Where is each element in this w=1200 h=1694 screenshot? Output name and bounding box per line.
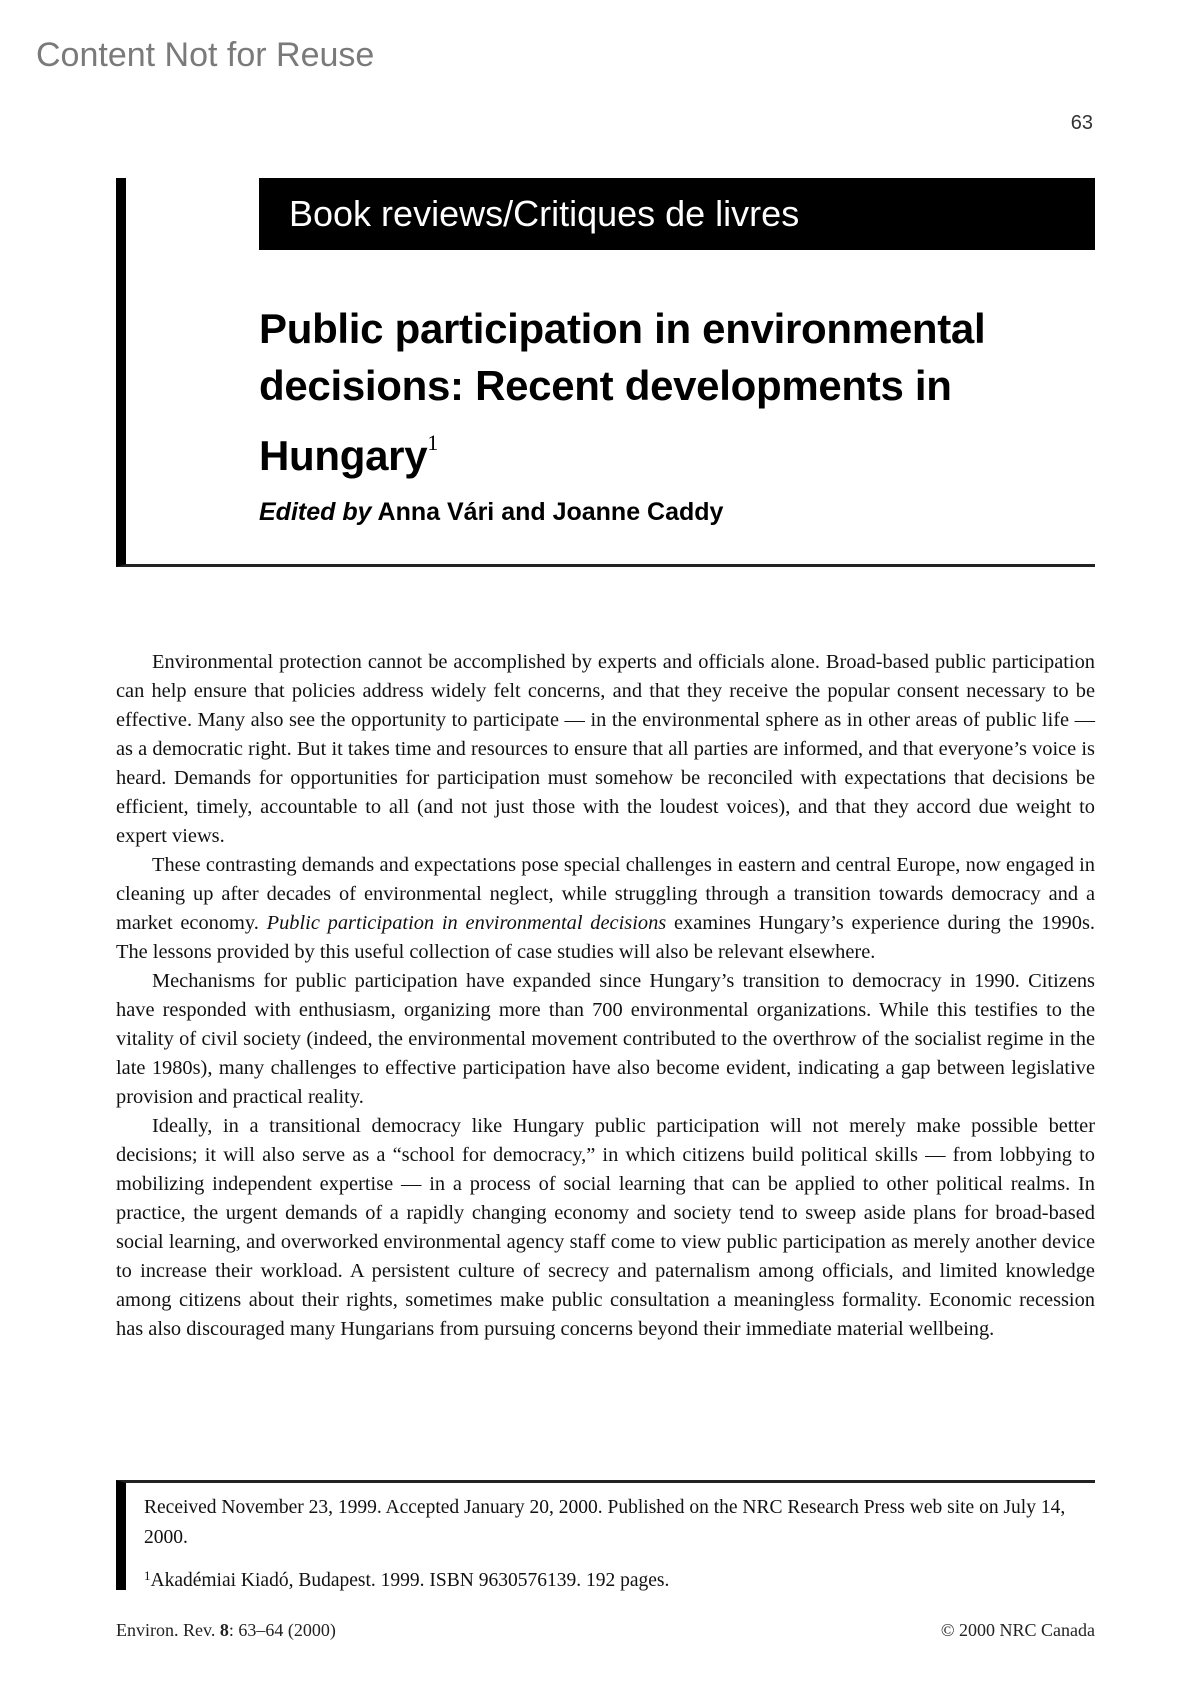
- publication-footnote: [144, 1561, 1095, 1596]
- page-number: 63: [1070, 112, 1093, 134]
- book-title-italic: Public participation in environmental decisions: [266, 912, 667, 934]
- footnote-text: Akadémiai Kiadó, Budapest. 1999. ISBN 9630576139. 192 pages.: [150, 1570, 670, 1591]
- paragraph: [116, 851, 1095, 967]
- footnote-block: [116, 1480, 1095, 1590]
- watermark: Content Not for Reuse: [36, 36, 375, 74]
- paragraph-text: examines Hungary’s experience during the 1990s. The lessons provided by this useful collection of case studies will also be relevant elsewhere.: [116, 912, 1095, 963]
- section-heading: Book reviews/Critiques de livres: [259, 178, 1095, 250]
- paragraph: Ideally, in a transitional democracy like Hungary public participation will not merely make possible better decisions; it will also serve as a “school for democracy,” in which citizens build political skills — from lobbying to mobilizing independent expertise — in a process of social learning that can be applied to other political realms. In practice, the urgent demands of a rapidly changing economy and society tend to sweep aside plans for broad-based social learning, and overworked environmental agency staff come to view public participation as merely another device to increase their workload. A persistent culture of secrecy and paternalism among officials, and limited knowledge among citizens about their rights, sometimes make public consultation a meaningless formality. Economic recession has also discouraged many Hungarians from pursuing concerns beyond their immediate material wellbeing.: [116, 1115, 1095, 1340]
- title-footnote-marker: 1: [427, 430, 438, 455]
- title-text: Public participation in environmental decisions: Recent developments in Hungary: [259, 305, 986, 479]
- journal-name: Environ. Rev.: [116, 1620, 216, 1640]
- editors-line: [259, 498, 723, 527]
- copyright: © 2000 NRC Canada: [940, 1620, 1095, 1640]
- editors-prefix: Edited by: [259, 498, 372, 526]
- article-title: [259, 300, 1109, 484]
- journal-volume: 8: [219, 1620, 229, 1640]
- journal-pages: : 63–64 (2000): [228, 1620, 336, 1640]
- paragraph-text: These contrasting demands and expectations pose special challenges in eastern and central Europe, now engaged in cleaning up after decades of environmental neglect, while struggling through a transition towards democracy and a market economy.: [116, 854, 1095, 934]
- journal-citation: [116, 1620, 336, 1641]
- paragraph: Mechanisms for public participation have expanded since Hungary’s transition to democracy in 1990. Citizens have responded with enthusiasm, organizing more than 700 environmental organizations. While this testifies to the vitality of civil society (indeed, the environmental movement contributed to the overthrow of the socialist regime in the late 1980s), many challenges to effective participation have also become evident, indicating a gap between legislative provision and practical reality.: [116, 970, 1095, 1108]
- body-text: [116, 648, 1095, 1344]
- editors-names: Anna Vári and Joanne Caddy: [377, 498, 724, 526]
- paragraph: Environmental protection cannot be accomplished by experts and officials alone. Broad-based public participation can help ensure that policies address widely felt concerns, and that they receive the popular consent necessary to be effective. Many also see the opportunity to participate — in the environmental sphere as in other areas of public life — as a democratic right. But it takes time and resources to ensure that all parties are informed, and that everyone’s voice is heard. Demands for opportunities for participation must somehow be reconciled with expectations that decisions be efficient, timely, accountable to all (and not just those with the loudest voices), and that they accord due weight to expert views.: [116, 651, 1095, 847]
- footnote-marker: 1: [144, 1568, 151, 1583]
- received-note: Received November 23, 1999. Accepted January 20, 2000. Published on the NRC Research Press web site on July 14, 2000.: [144, 1497, 1066, 1548]
